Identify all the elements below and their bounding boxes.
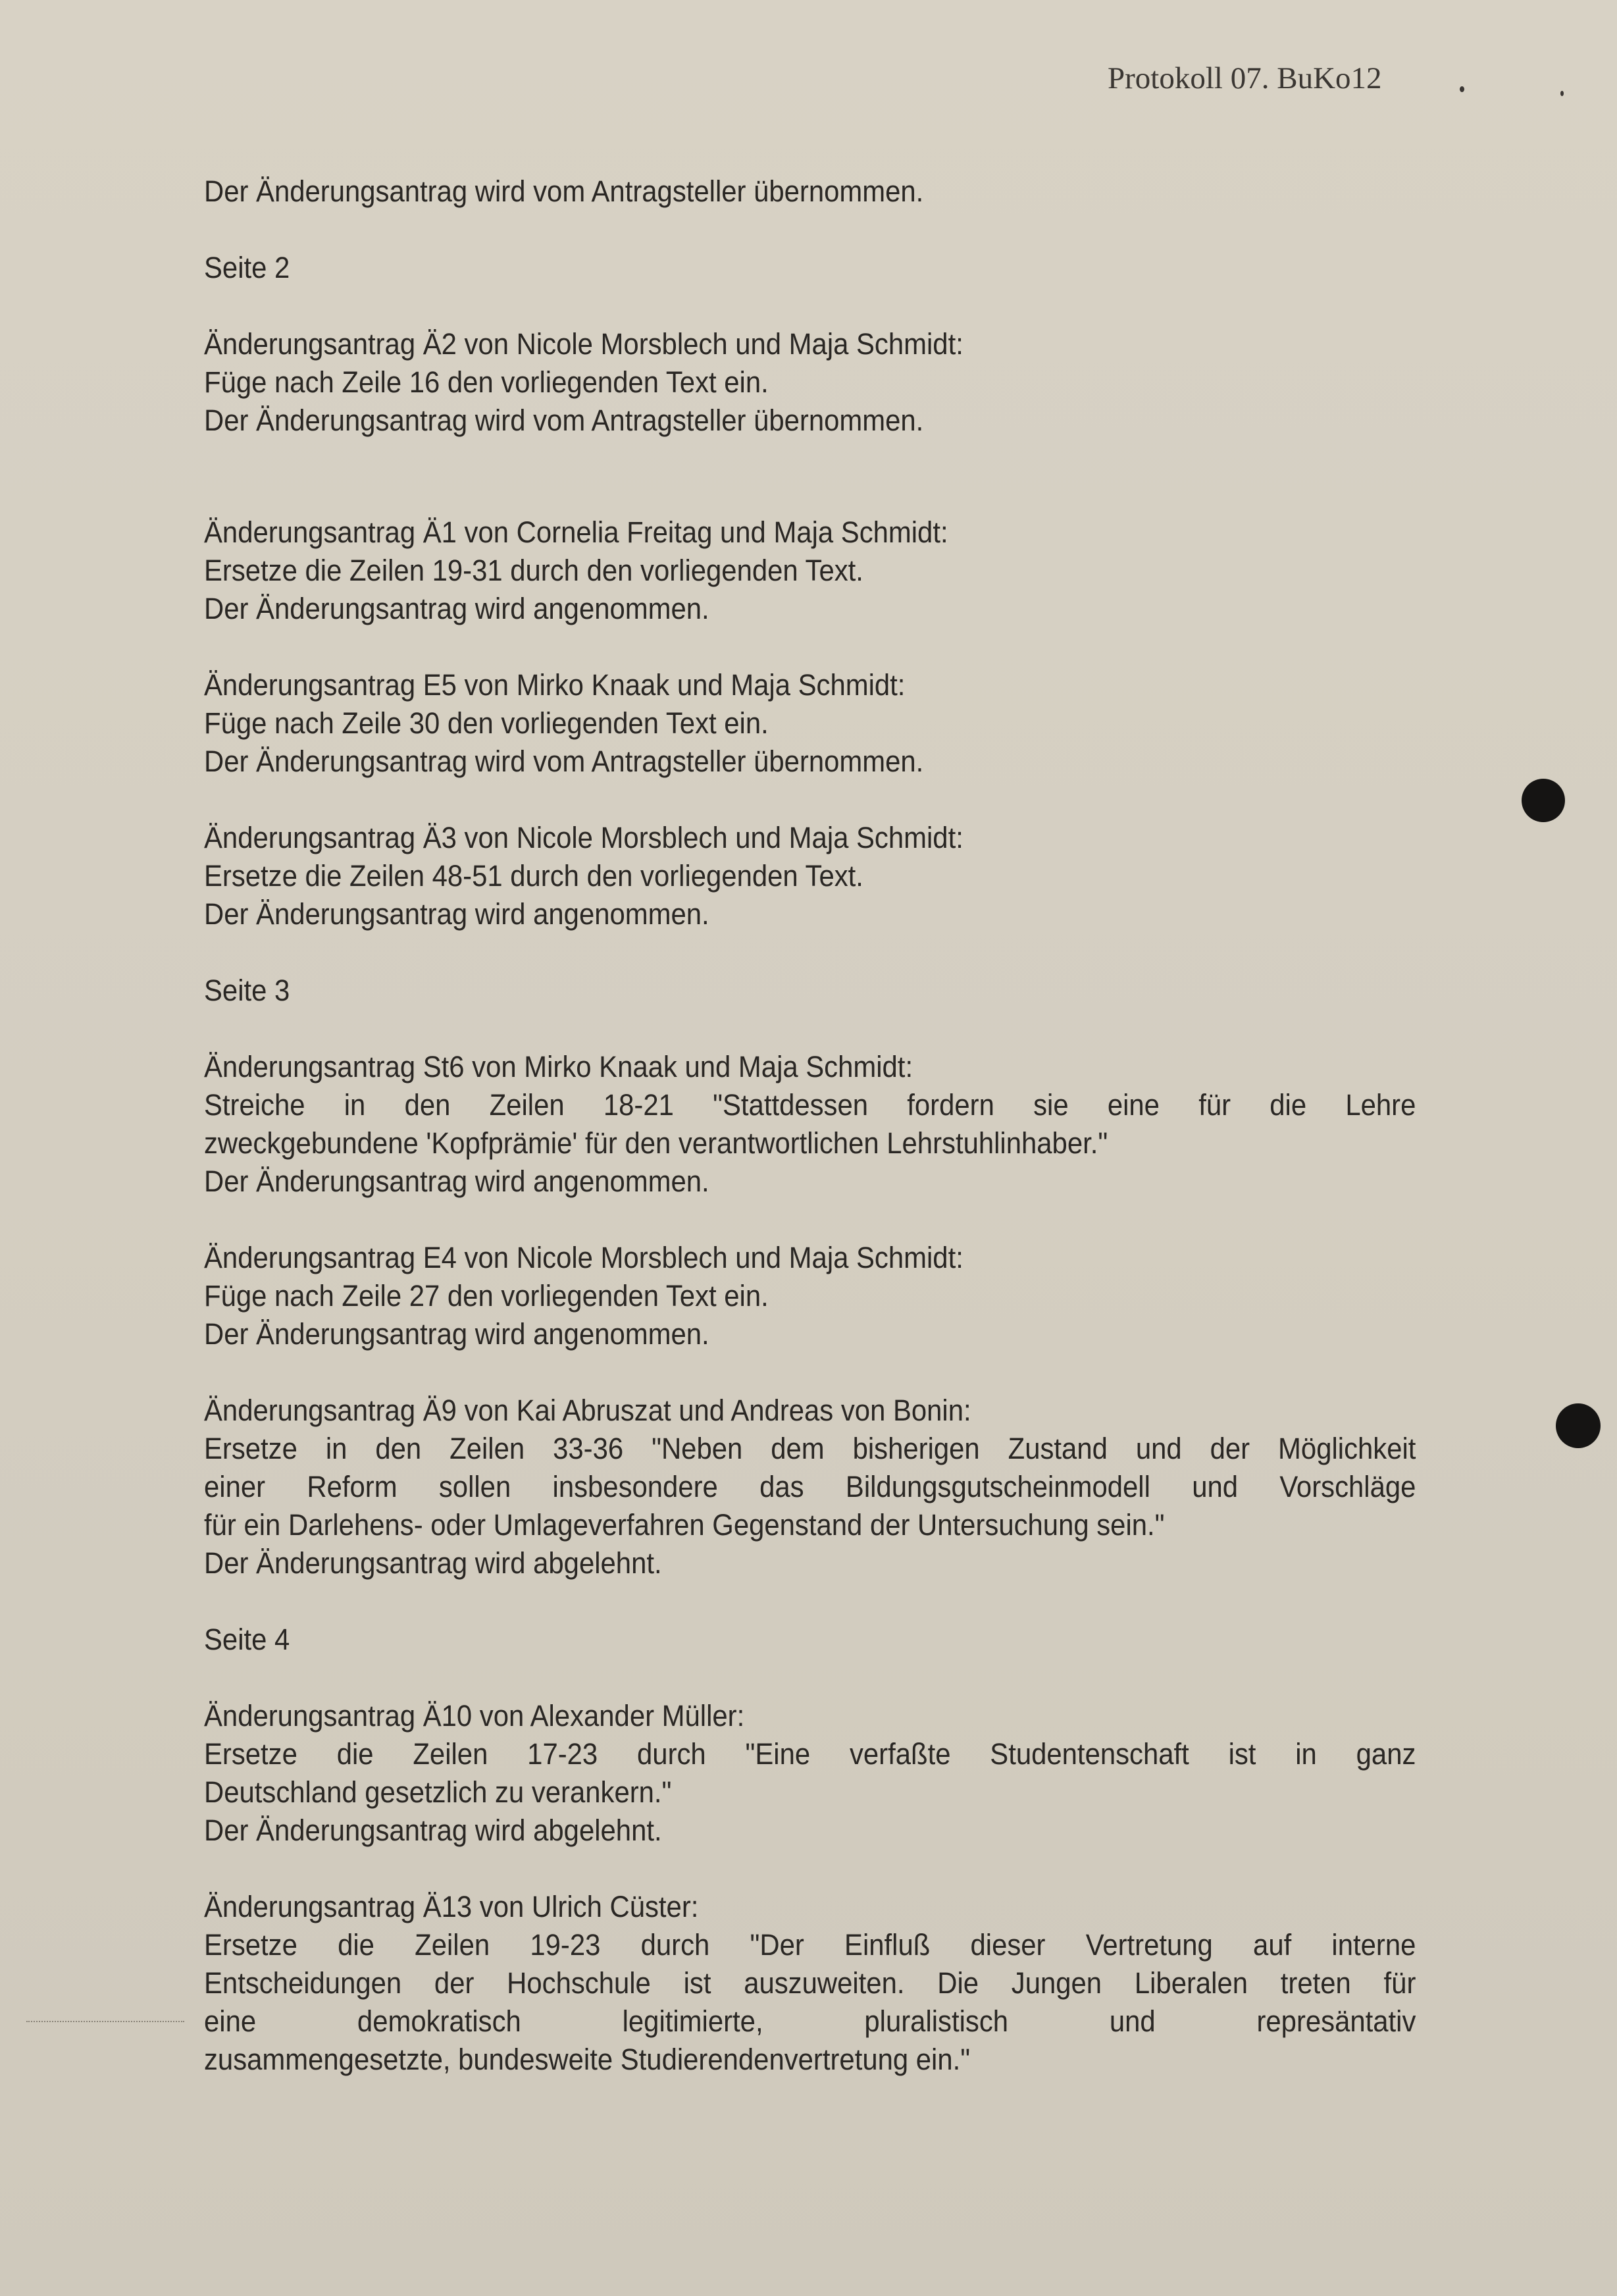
motion-text: Streiche in den Zeilen 18-21 "Stattdessen fordern sie eine für die Lehre bbox=[204, 1088, 1416, 1122]
motion-result: Der Änderungsantrag wird abgelehnt. bbox=[204, 1813, 662, 1847]
motion-result: Der Änderungsantrag wird vom Antragsteller übernommen. bbox=[204, 404, 924, 437]
motion-result: Der Änderungsantrag wird angenommen. bbox=[204, 592, 709, 625]
motion-a1 bbox=[204, 513, 1416, 628]
punch-hole-upper bbox=[1522, 779, 1565, 822]
motion-text: eine demokratisch legitimierte, pluralistisch und represäntativ bbox=[204, 2004, 1416, 2038]
motion-st6 bbox=[204, 1048, 1416, 1201]
result-line: Der Änderungsantrag wird vom Antragsteller übernommen. bbox=[204, 174, 924, 208]
motion-text: Ersetze die Zeilen 48-51 durch den vorliegenden Text. bbox=[204, 859, 863, 893]
motion-text: Ersetze die Zeilen 19-31 durch den vorliegenden Text. bbox=[204, 554, 863, 587]
motion-text: Ersetze in den Zeilen 33-36 "Neben dem bisherigen Zustand und der Möglichkeit bbox=[204, 1432, 1416, 1465]
motion-text: zusammengesetzte, bundesweite Studierendenvertretung ein." bbox=[204, 2043, 971, 2076]
motion-text: Ersetze die Zeilen 17-23 durch "Eine verfaßte Studentenschaft ist in ganz bbox=[204, 1737, 1416, 1771]
motion-a9 bbox=[204, 1392, 1416, 1582]
motion-result: Der Änderungsantrag wird angenommen. bbox=[204, 897, 709, 931]
motion-title: Änderungsantrag Ä9 von Kai Abruszat und Andreas von Bonin: bbox=[204, 1394, 971, 1427]
motion-title: Änderungsantrag Ä10 von Alexander Müller: bbox=[204, 1699, 745, 1733]
motion-title: Änderungsantrag E5 von Mirko Knaak und Maja Schmidt: bbox=[204, 668, 906, 702]
section-heading-seite-3: Seite 3 bbox=[204, 974, 290, 1007]
motion-a13 bbox=[204, 1888, 1416, 2079]
motion-text: Füge nach Zeile 27 den vorliegenden Text ein. bbox=[204, 1279, 769, 1313]
motion-title: Änderungsantrag Ä3 von Nicole Morsblech und Maja Schmidt: bbox=[204, 821, 963, 854]
paper-speck bbox=[1560, 91, 1564, 96]
motion-result: Der Änderungsantrag wird angenommen. bbox=[204, 1164, 709, 1198]
page-header: Protokoll 07. BuKo12 bbox=[1108, 61, 1382, 95]
motion-title: Änderungsantrag St6 von Mirko Knaak und Maja Schmidt: bbox=[204, 1050, 913, 1083]
motion-e5 bbox=[204, 666, 1416, 781]
motion-a10 bbox=[204, 1697, 1416, 1850]
motion-text: Ersetze die Zeilen 19-23 durch "Der Einfluß dieser Vertretung auf interne bbox=[204, 1928, 1416, 1962]
motion-title: Änderungsantrag E4 von Nicole Morsblech und Maja Schmidt: bbox=[204, 1241, 963, 1274]
motion-text: Füge nach Zeile 30 den vorliegenden Text ein. bbox=[204, 706, 769, 740]
section-heading-seite-2: Seite 2 bbox=[204, 251, 290, 284]
motion-a2 bbox=[204, 325, 1416, 440]
motion-text: Deutschland gesetzlich zu verankern." bbox=[204, 1775, 672, 1809]
motion-text: Entscheidungen der Hochschule ist auszuweiten. Die Jungen Liberalen treten für bbox=[204, 1966, 1416, 2000]
motion-text: zweckgebundene 'Kopfprämie' für den verantwortlichen Lehrstuhlinhaber." bbox=[204, 1126, 1108, 1160]
motion-text: Füge nach Zeile 16 den vorliegenden Text ein. bbox=[204, 365, 769, 399]
section-heading-seite-4: Seite 4 bbox=[204, 1623, 290, 1656]
motion-text: einer Reform sollen insbesondere das Bildungsgutscheinmodell und Vorschläge bbox=[204, 1470, 1416, 1503]
paper-fold-mark bbox=[26, 2021, 184, 2022]
motion-title: Änderungsantrag Ä13 von Ulrich Cüster: bbox=[204, 1890, 699, 1923]
motion-result: Der Änderungsantrag wird angenommen. bbox=[204, 1317, 709, 1351]
paper-speck bbox=[1460, 86, 1464, 92]
motion-result: Der Änderungsantrag wird vom Antragsteller übernommen. bbox=[204, 744, 924, 778]
motion-title: Änderungsantrag Ä2 von Nicole Morsblech und Maja Schmidt: bbox=[204, 327, 963, 361]
motion-a3 bbox=[204, 819, 1416, 933]
motion-e4 bbox=[204, 1239, 1416, 1353]
motion-text: für ein Darlehens- oder Umlageverfahren Gegenstand der Untersuchung sein." bbox=[204, 1508, 1165, 1542]
motion-title: Änderungsantrag Ä1 von Cornelia Freitag und Maja Schmidt: bbox=[204, 515, 948, 549]
punch-hole-lower bbox=[1556, 1403, 1601, 1448]
protocol-body bbox=[204, 172, 1416, 2079]
motion-result: Der Änderungsantrag wird abgelehnt. bbox=[204, 1546, 662, 1580]
